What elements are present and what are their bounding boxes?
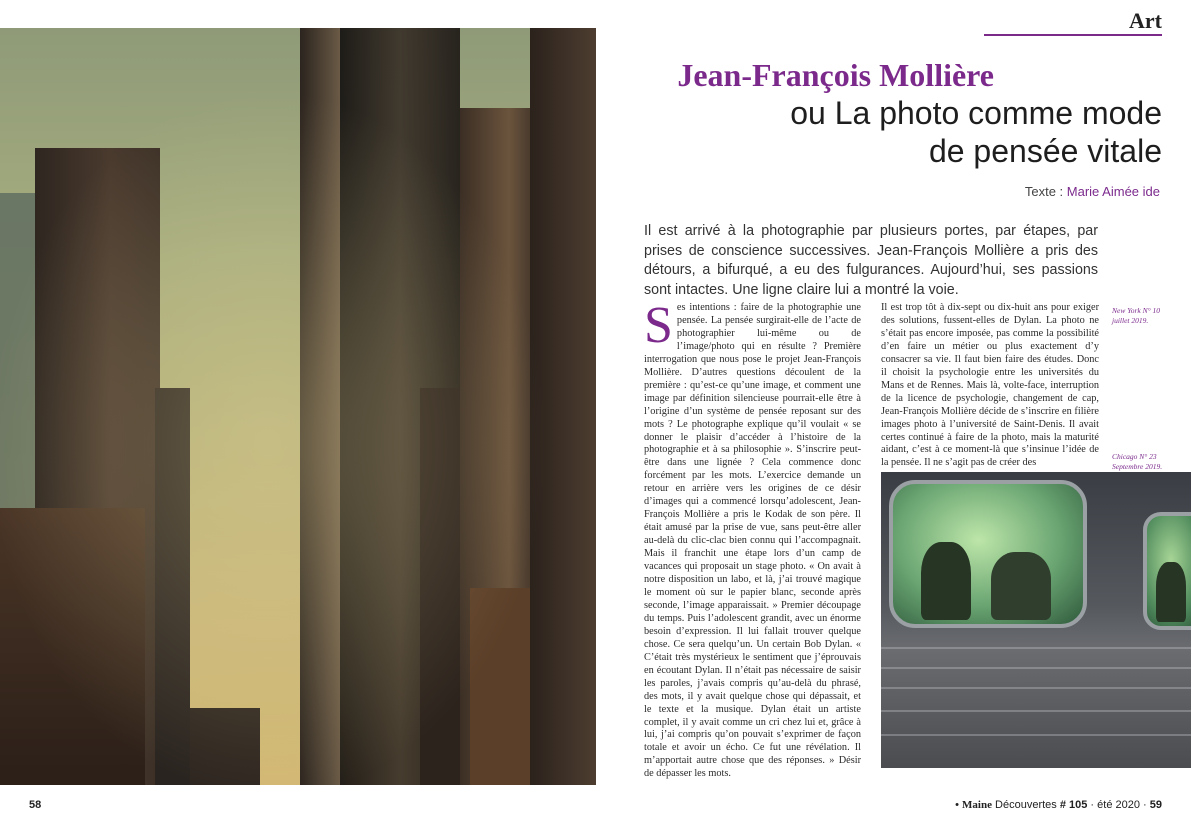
lead-paragraph: Il est arrivé à la photographie par plusieurs portes, par étapes, par prises de conscience successives. Jean-François Mollière a pris des détours, a bifurqué, a eu des fulgurances. Aujourd’hui, ses passions sont intactes. Une ligne claire lui a montré la voie. [644,223,1098,298]
body-column-2 [881,302,1099,470]
page-number-right: 59 [1149,799,1162,811]
caption-line: juillet 2019. [1112,316,1149,325]
passenger-silhouette [1156,562,1186,622]
photo-caption-chicago [1112,452,1172,472]
caption-line: Chicago N° 23 [1112,452,1157,461]
magazine-name-2: Découvertes [991,799,1060,811]
title-name: Jean-François Mollière [677,57,994,93]
title-sub-line2: de pensée vitale [928,133,1162,169]
caption-line: New York N° 10 [1112,306,1160,315]
page-number-left: 58 [29,799,42,811]
passenger-silhouette [991,552,1051,620]
byline-label: Texte : [1024,184,1067,199]
footer-right [955,799,1162,811]
photo-caption-new-york [1112,306,1172,326]
season: · été 2020 · [1087,799,1150,811]
footer-bullet: • [955,799,963,811]
body-text-2: Il est trop tôt à dix-sept ou dix-huit ans pour exiger des solutions, fussent-elles de Dylan. La photo ne s’était pas encore imposée, pas comme la possibilité d’en faire un métier ou plus exactement d’y consacrer sa vie. Il faut bien faire des études. Donc il choisit la psychologie entre les universités du Mans et de Rennes. Mais là, volte-face, interruption de la licence de psychologie, changement de cap, Jean-François Mollière décide de s’inscrire en filière images photo à l’université de Saint-Denis. Il avait certes continué à faire de la photo, mais la maturité aidant, c’est à ce moment-là que s’insinue l’idée de la pensée. Il ne s’agit pas de créer des [881,302,1099,469]
issue-number: # 105 [1059,799,1088,811]
byline-author: Marie Aimée ide [1066,184,1160,199]
drop-cap: S [644,297,673,354]
motion-streak [881,687,1191,689]
cityscape-photo [0,28,596,785]
train-photo [881,472,1191,768]
motion-streak [881,667,1191,669]
body-text-1: es intentions : faire de la photographie une pensée. La pensée surgirait-elle de l’acte de photographier lui-même ou de l’image/photo qui en résulte ? Première interrogation que nous pose le projet Jean-François Mollière. D’autres questions découlent de la première : qu’est-ce qu’une image, et comment une image par définition silencieuse pourrait-elle être à l’origine d’un système de pensée reposant sur des mots ? Le photographe explique qu’il voulait « se donner le plaisir d’accéder à l’histoire de la photographie et à sa philosophie ». S’inscrire peut-être dans une lignée ? Cela commence donc forcément par les mots. L’exercice demande un retour en arrière vers les origines de ce désir d’images qui a commencé lorsqu’adolescent, Jean-François Mollière a pris le Kodak de son père. Il était amusé par la prise de vue, sans peut-être aller au-delà du clic-clac bien connu qui l’accompagnait. Mais il franchit une étape lors d’un camp de vacances qui proposait un stage photo. « On avait à notre disposition un labo, et là, j’ai trouvé magique le moment où sur le papier blanc, seconde après seconde, l’image apparaissait. » Premier découpage du temps. Puis l’adolescent grandit, avec un énorme besoin d’expression. Il lui fallait trouver quelque chose. Ce sera quelqu’un. Un certain Bob Dylan. « C’était très mystérieux le sentiment que j’éprouvais en écoutant Dylan. Il n’était pas nécessaire de saisir les paroles, j’avais compris qu’au-delà du phrasé, des mots, il y avait quelque chose qui dépassait, et le texte et la musique. Dylan était un artiste complet, il y avait comme un cri chez lui et, grâce à lui, j’ai compris qu’on pouvait s’exprimer de façon totale et avoir un écho. Ce fut une révélation. Il m’apportait autre chose que des réponses. » Désir de dépasser les mots. [644,302,861,780]
train-window [889,480,1087,628]
light-haze [0,28,596,785]
passenger-silhouette [921,542,971,620]
headline [677,56,1162,170]
motion-streak [881,647,1191,649]
section-rule [984,34,1162,36]
body-column-1 [644,297,861,781]
caption-line: Septembre 2019. [1112,462,1163,471]
byline [1025,184,1160,199]
section-label: Art [1129,8,1162,33]
motion-streak [881,734,1191,736]
title-sub-line1: ou La photo comme mode [790,95,1162,131]
motion-streak [881,710,1191,712]
magazine-name: Maine [962,799,992,811]
